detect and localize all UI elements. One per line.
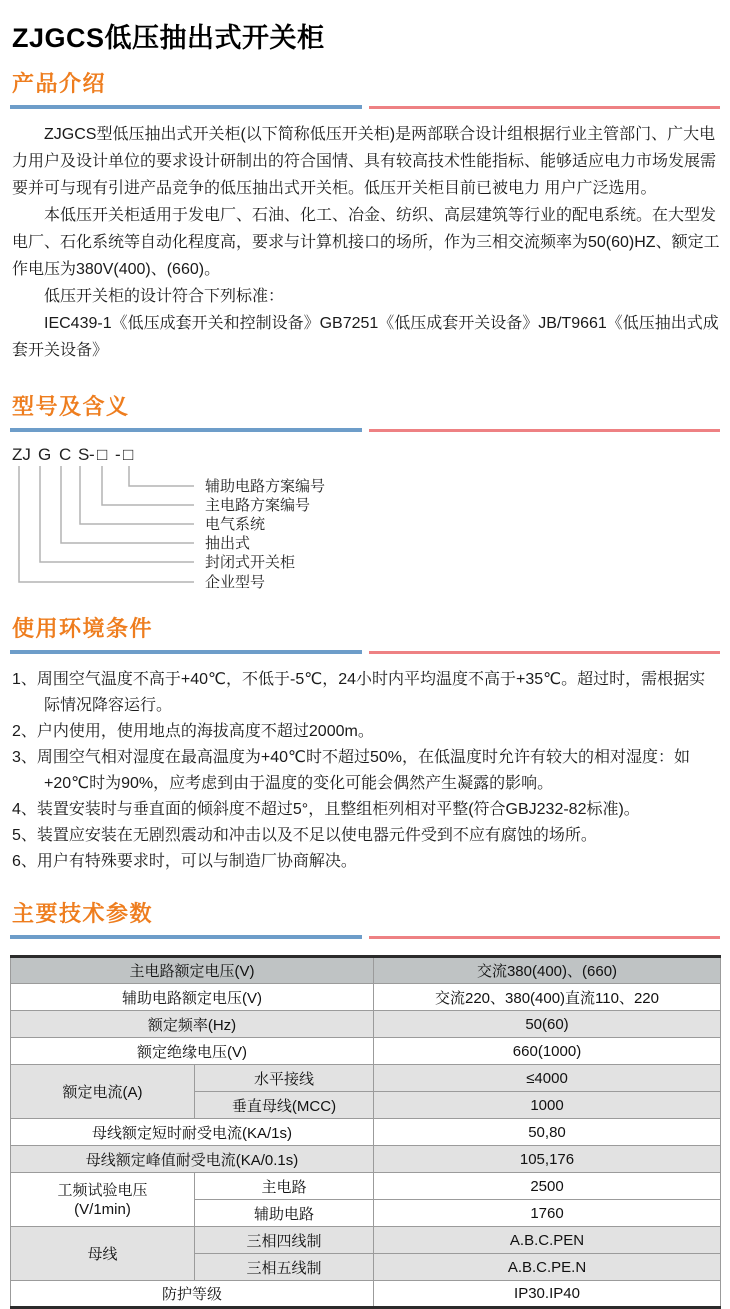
environment-item: 5、装置应安装在无剧烈震动和冲击以及不足以使电器元件受到不应有腐蚀的场所。 bbox=[12, 827, 597, 844]
intro-paragraph: ZJGCS型低压抽出式开关柜(以下简称低压开关柜)是两部联合设计组根据行业主管部门、广大电力用户及设计单位的要求设计研制出的符合国情、具有较高技术性能指标、能够适应电力市场发展需要并可与现有引进产品竞争的低压抽出式开关柜。低压开关柜目前已被电力 用户广泛选用。 bbox=[12, 126, 717, 197]
section-intro bbox=[0, 67, 730, 364]
divider-red-rule bbox=[369, 936, 720, 939]
environment-heading: 使用环境条件 bbox=[12, 616, 154, 641]
param-label: 辅助电路额定电压(V) bbox=[11, 984, 374, 1011]
param-sub-label: 三相五线制 bbox=[195, 1254, 374, 1281]
page-title: ZJGCS低压抽出式开关柜 bbox=[12, 23, 325, 53]
param-sub-label: 主电路 bbox=[195, 1173, 374, 1200]
param-value: 交流220、380(400)直流110、220 bbox=[374, 984, 721, 1011]
param-value: 660(1000) bbox=[374, 1038, 721, 1065]
table-row bbox=[11, 1146, 721, 1173]
param-group-label: 额定电流(A) bbox=[11, 1065, 195, 1119]
param-value: IP30.IP40 bbox=[374, 1281, 721, 1308]
param-value: 交流380(400)、(660) bbox=[374, 957, 721, 984]
model-label: 主电路方案编号 bbox=[205, 497, 311, 514]
environment-item: 1、周围空气温度不高于+40℃，不低于-5℃，24小时内平均温度不高于+35℃。超过时，需根据实际情况降容运行。 bbox=[12, 671, 706, 714]
param-sub-label: 垂直母线(MCC) bbox=[195, 1092, 374, 1119]
model-connector-line bbox=[129, 466, 194, 486]
table-row bbox=[11, 1119, 721, 1146]
param-label: 主电路额定电压(V) bbox=[11, 957, 374, 984]
environment-item: 2、户内使用，使用地点的海拔高度不超过2000m。 bbox=[12, 723, 374, 740]
param-sub-label: 水平接线 bbox=[195, 1065, 374, 1092]
table-row bbox=[11, 1011, 721, 1038]
param-value: A.B.C.PEN bbox=[374, 1227, 721, 1254]
divider-blue-rule bbox=[10, 105, 362, 109]
intro-paragraph: 本低压开关柜适用于发电厂、石油、化工、冶金、纺织、高层建筑等行业的配电系统。在大型发电厂、石化系统等自动化程度高，要求与计算机接口的场所，作为三相交流频率为50(60)HZ、额定工作电压为380V(400)、(660)。 bbox=[12, 207, 720, 278]
param-value: A.B.C.PE.N bbox=[374, 1254, 721, 1281]
divider-blue-rule bbox=[10, 650, 362, 654]
table-row bbox=[11, 1173, 721, 1200]
divider-red-rule bbox=[369, 429, 720, 432]
table-row bbox=[11, 984, 721, 1011]
divider-red-rule bbox=[369, 106, 720, 109]
model-code-segment: - bbox=[89, 445, 95, 464]
param-label: 母线额定短时耐受电流(KA/1s) bbox=[11, 1119, 374, 1146]
model-heading: 型号及含义 bbox=[12, 394, 130, 419]
intro-paragraph: IEC439-1《低压成套开关和控制设备》GB7251《低压成套开关设备》JB/T9661《低压抽出式成套开关设备》 bbox=[12, 315, 719, 359]
section-divider bbox=[10, 105, 720, 109]
model-code-segment: ZJ bbox=[12, 445, 31, 464]
model-designation-diagram bbox=[0, 442, 730, 594]
model-code-segment: □ bbox=[123, 445, 134, 464]
parameters-table bbox=[10, 955, 721, 1309]
model-connector-line bbox=[80, 466, 194, 524]
table-row bbox=[11, 957, 721, 984]
param-label: 额定频率(Hz) bbox=[11, 1011, 374, 1038]
table-row bbox=[11, 1281, 721, 1308]
param-value: 1760 bbox=[374, 1200, 721, 1227]
environment-item: 4、装置安装时与垂直面的倾斜度不超过5°，且整组柜列相对平整(符合GBJ232-82标准)。 bbox=[12, 801, 640, 818]
table-row bbox=[11, 1227, 721, 1254]
table-row bbox=[11, 1038, 721, 1065]
model-label: 封闭式开关柜 bbox=[205, 554, 296, 571]
model-code-segment: S bbox=[78, 445, 90, 464]
section-environment bbox=[0, 612, 730, 875]
model-code-segment: - bbox=[115, 445, 121, 464]
parameters-heading: 主要技术参数 bbox=[12, 901, 154, 926]
param-label: 额定绝缘电压(V) bbox=[11, 1038, 374, 1065]
intro-heading: 产品介绍 bbox=[12, 71, 107, 96]
param-label: 防护等级 bbox=[11, 1281, 374, 1308]
section-parameters bbox=[0, 897, 730, 1309]
param-group-label-line1: 工频试验电压 bbox=[57, 1181, 148, 1199]
section-model bbox=[0, 390, 730, 594]
table-row bbox=[11, 1065, 721, 1092]
section-divider bbox=[10, 935, 720, 939]
param-group-label bbox=[11, 1173, 195, 1227]
param-value: ≤4000 bbox=[374, 1065, 721, 1092]
intro-text-block bbox=[12, 121, 720, 364]
model-code-segment: G bbox=[38, 445, 52, 464]
model-code-segment: □ bbox=[97, 445, 108, 464]
param-value: 105,176 bbox=[374, 1146, 721, 1173]
model-label: 电气系统 bbox=[205, 516, 266, 533]
section-divider bbox=[10, 428, 720, 432]
param-value: 50,80 bbox=[374, 1119, 721, 1146]
divider-red-rule bbox=[369, 651, 720, 654]
divider-blue-rule bbox=[10, 428, 362, 432]
environment-item: 3、周围空气相对湿度在最高温度为+40℃时不超过50%，在低温度时允许有较大的相对湿度：如+20℃时为90%，应考虑到由于温度的变化可能会偶然产生凝露的影响。 bbox=[12, 749, 691, 792]
param-group-label-line2: (V/1min) bbox=[74, 1200, 131, 1218]
model-code-segment: C bbox=[59, 445, 72, 464]
model-label: 抽出式 bbox=[205, 535, 251, 552]
param-value: 50(60) bbox=[374, 1011, 721, 1038]
param-sub-label: 辅助电路 bbox=[195, 1200, 374, 1227]
environment-list bbox=[12, 667, 720, 875]
model-label: 辅助电路方案编号 bbox=[205, 478, 326, 495]
model-label: 企业型号 bbox=[205, 574, 266, 591]
section-divider bbox=[10, 650, 720, 654]
divider-blue-rule bbox=[10, 935, 362, 939]
intro-paragraph: 低压开关柜的设计符合下列标准： bbox=[44, 288, 285, 305]
param-value: 2500 bbox=[374, 1173, 721, 1200]
param-label: 母线额定峰值耐受电流(KA/0.1s) bbox=[11, 1146, 374, 1173]
param-sub-label: 三相四线制 bbox=[195, 1227, 374, 1254]
model-connector-line bbox=[40, 466, 194, 562]
param-value: 1000 bbox=[374, 1092, 721, 1119]
environment-item: 6、用户有特殊要求时，可以与制造厂协商解决。 bbox=[12, 853, 357, 870]
param-group-label: 母线 bbox=[11, 1227, 195, 1281]
